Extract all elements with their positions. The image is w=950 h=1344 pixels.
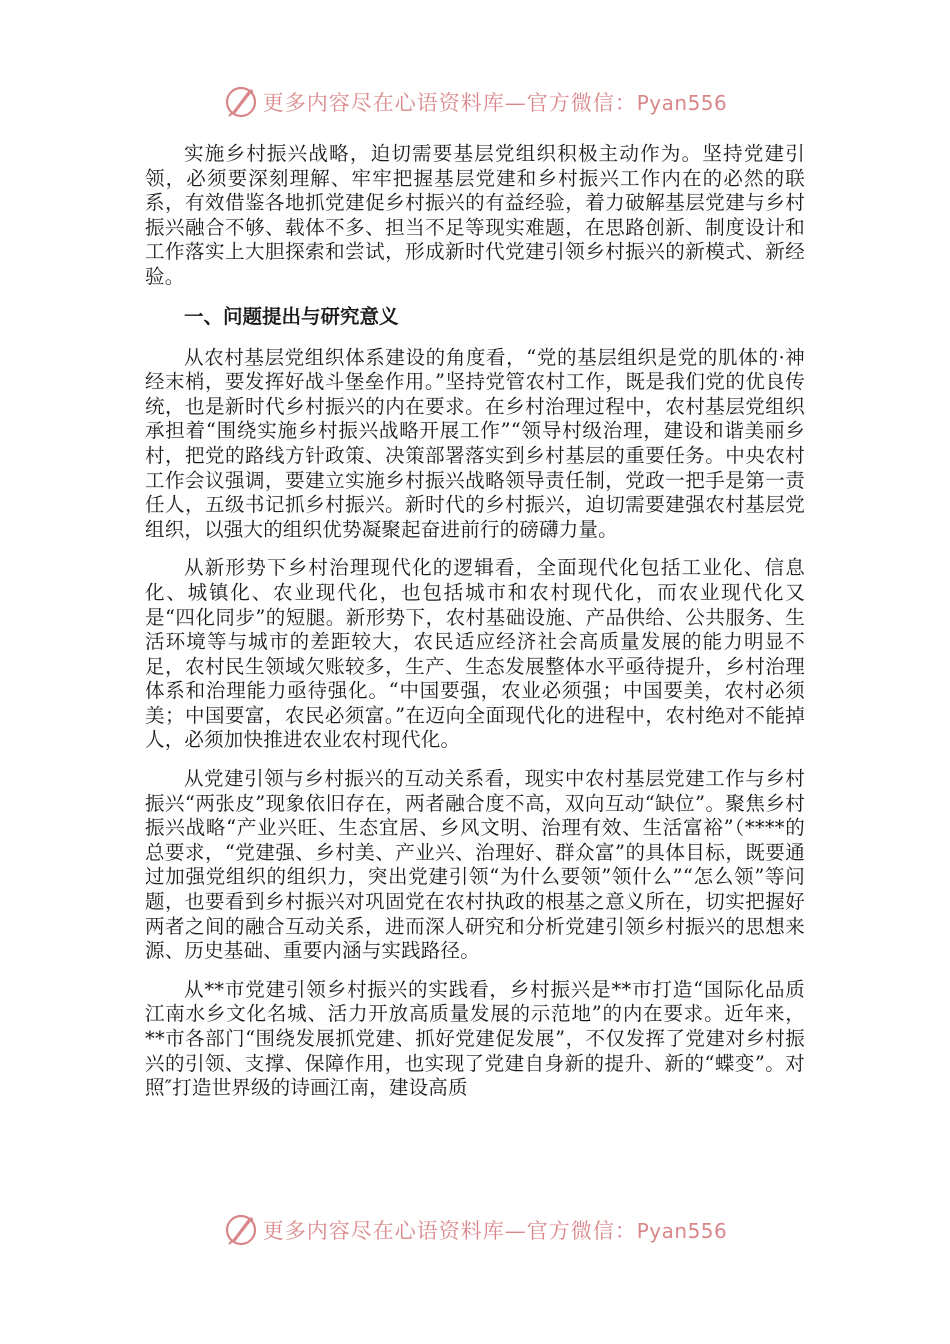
document-body: [145, 142, 805, 1115]
paragraph-2: 从新形势下乡村治理现代化的逻辑看，全面现代化包括工业化、信息化、城镇化、农业现代化，也包括城市和农村现代化，而农业现代化又是“四化同步”的短腿。新形势下，农村基础设施、产品供给、公共服务、生活环境等与城市的差距较大，农民适应经济社会高质量发展的能力明显不足，农村民生领域欠账较多，生产、生态发展整体水平亟待提升，乡村治理体系和治理能力亟待强化。“中国要强，农业必须强；中国要美，农村必须美；中国要富，农民必须富。”在迈向全面现代化的进程中，农村绝对不能掉人，必须加快推进农业农村现代化。: [145, 556, 805, 752]
paragraph-4: 从**市党建引领乡村振兴的实践看，乡村振兴是**市打造“国际化品质江南水乡文化名城、活力开放高质量发展的示范地”的内在要求。近年来，**市各部门“围绕发展抓党建、抓好党建促发展”，不仅发挥了党建对乡村振兴的引领、支撑、保障作用，也实现了党建自身新的提升、新的“蝶变”。对照″打造世界级的诗画江南，建设高质: [145, 977, 805, 1100]
section-title: 一、问题提出与研究意义: [184, 304, 399, 328]
paragraph-1: 从农村基层党组织体系建设的角度看，“党的基层组织是党的肌体的·神经末梢，要发挥好战斗堡垒作用。”坚持党管农村工作，既是我们党的优良传统，也是新时代乡村振兴的内在要求。在乡村治理过程中，农村基层党组织承担着“围绕实施乡村振兴战略开展工作”“领导村级治理，建设和谐美丽乡村，把党的路线方针政策、决策部署落实到乡村基层的重要任务。中央农村工作会议强调，要建立实施乡村振兴战略领导责任制，党政一把手是第一责任人，五级书记抓乡村振兴。新时代的乡村振兴，迫切需要建强农村基层党组织，以强大的组织优势凝聚起奋进前行的磅礴力量。: [145, 345, 805, 541]
watermark-text: 更多内容尽在心语资料库—官方微信：Pyan556: [262, 91, 728, 115]
watermark-bottom: [0, 1210, 950, 1250]
quill-logo-icon: [223, 84, 259, 120]
paragraph-intro: 实施乡村振兴战略，迫切需要基层党组织积极主动作为。坚持党建引领，必须要深刻理解、牢牢把握基层党建和乡村振兴工作内在的必然的联系，有效借鉴各地抓党建促乡村振兴的有益经验，着力破解基层党建与乡村振兴融合不够、载体不多、担当不足等现实难题，在思路创新、制度设计和工作落实上大胆探索和尝试，形成新时代党建引领乡村振兴的新模式、新经验。: [145, 142, 805, 288]
watermark-text: 更多内容尽在心语资料库—官方微信：Pyan556: [262, 1219, 728, 1243]
watermark-top: [0, 82, 950, 122]
quill-logo-icon: [223, 1212, 259, 1248]
paragraph-3: 从党建引领与乡村振兴的互动关系看，现实中农村基层党建工作与乡村振兴“两张皮”现象依旧存在，两者融合度不高，双向互动“缺位”。聚焦乡村振兴战略“产业兴旺、生态宜居、乡风文明、治理有效、生活富裕”（****的总要求，“党建强、乡村美、产业兴、治理好、群众富”的具体目标，既要通过加强党组织的组织力，突出党建引领“为什么要领”领什么”“怎么领”等问题，也要看到乡村振兴对巩固党在农村执政的根基之意义所在，切实把握好两者之间的融合互动关系，进而深人研究和分析党建引领乡村振兴的思想来源、历史基础、重要内涵与实践路径。: [145, 767, 805, 963]
